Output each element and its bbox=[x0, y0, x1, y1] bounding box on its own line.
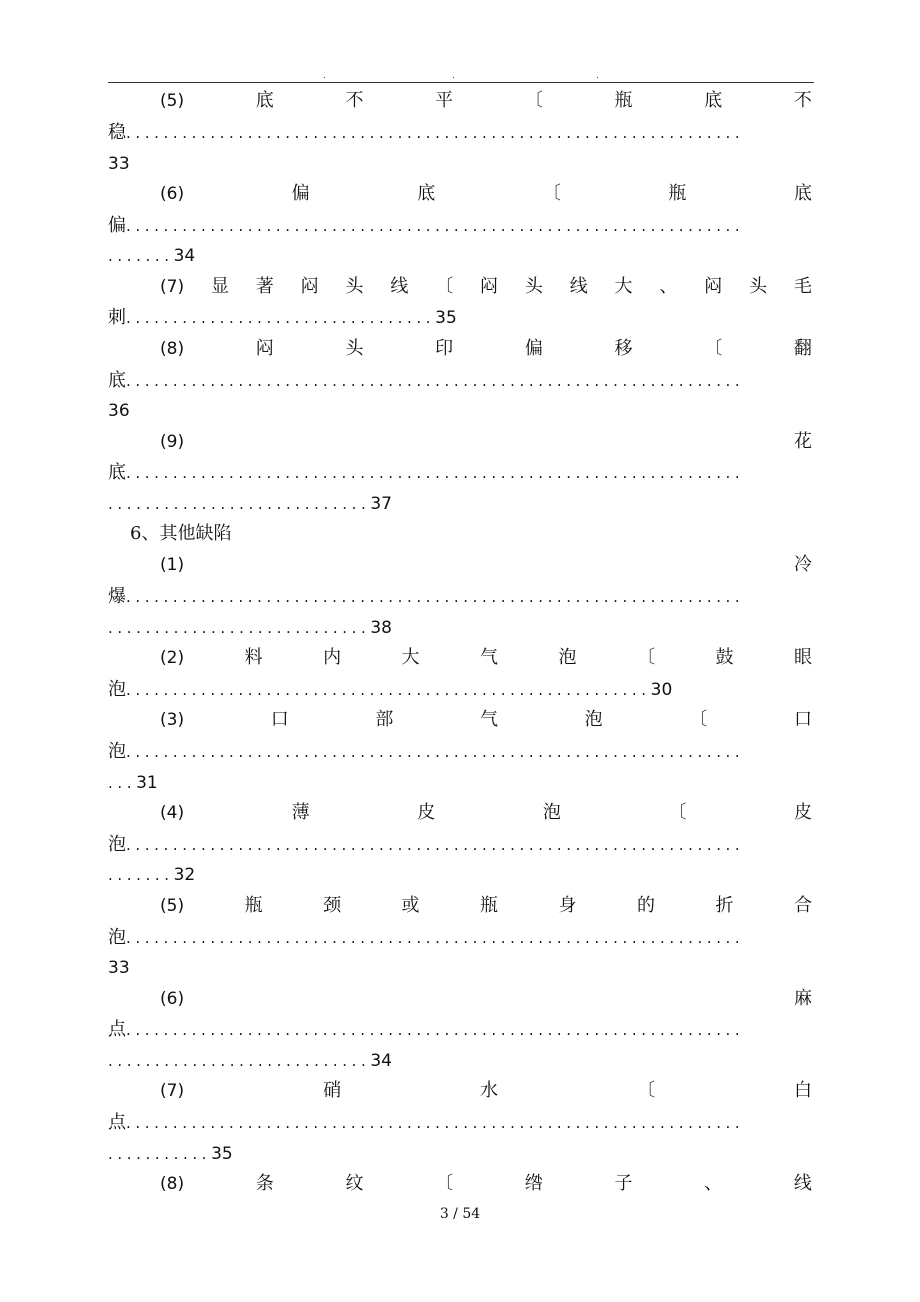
entry-title-char: 著 bbox=[255, 276, 274, 297]
page-ref: 32 bbox=[173, 865, 196, 885]
page-ref: 31 bbox=[136, 773, 158, 793]
toc-leader bbox=[108, 862, 816, 888]
entry-title-char: 条 bbox=[255, 1173, 274, 1194]
toc-leader bbox=[108, 925, 816, 951]
section-heading-6: 6、其他缺陷 bbox=[130, 523, 232, 544]
page-ref: 37 bbox=[370, 494, 392, 514]
entry-title-char: 线 bbox=[569, 276, 588, 297]
entry-title-char: 水 bbox=[480, 1080, 499, 1101]
toc-entry-title[interactable] bbox=[160, 274, 812, 300]
entry-title-char: 显 bbox=[210, 276, 229, 297]
toc-leader bbox=[108, 832, 816, 858]
page-ref: 36 bbox=[108, 401, 130, 421]
entry-title-char: 料 bbox=[244, 647, 263, 668]
entry-title-char: 折 bbox=[715, 895, 734, 916]
entry-title-char: 底 bbox=[255, 90, 274, 111]
toc-entry-title[interactable] bbox=[160, 1171, 812, 1197]
footer-page-number: 3 / 54 bbox=[439, 1206, 481, 1222]
entry-title-char: 冷 bbox=[794, 554, 812, 575]
entry-title-char: 内 bbox=[323, 647, 342, 668]
toc-entry-title[interactable] bbox=[160, 88, 812, 114]
entry-title-char: 瓶 bbox=[668, 183, 687, 204]
header-dot: . bbox=[452, 71, 455, 81]
entry-title-char: 薄 bbox=[291, 802, 310, 823]
entry-title-char: 线 bbox=[390, 276, 409, 297]
entry-title-char: 部 bbox=[375, 709, 394, 730]
entry-title-char: 泡 bbox=[108, 679, 126, 700]
toc-leader bbox=[108, 305, 816, 331]
page-ref: 35 bbox=[435, 308, 457, 328]
toc-leader bbox=[108, 213, 816, 239]
toc-entry-title[interactable] bbox=[160, 800, 812, 826]
entry-title-char: 气 bbox=[480, 647, 499, 668]
entry-title-char: 花 bbox=[794, 431, 812, 452]
entry-number: (1) bbox=[160, 555, 185, 575]
entry-title-char: 线 bbox=[793, 1173, 812, 1194]
header-dot: . bbox=[596, 71, 599, 81]
entry-number: (9) bbox=[160, 432, 185, 452]
leader-dots: .................................................................. bbox=[126, 588, 745, 606]
entry-number: (8) bbox=[160, 1174, 185, 1194]
entry-title-char: 爆 bbox=[108, 586, 126, 607]
entry-title-char: 泡 bbox=[108, 927, 126, 948]
entry-title-char: 印 bbox=[435, 338, 454, 359]
leader-dots: ............................ bbox=[108, 619, 371, 637]
page-ref: 30 bbox=[650, 680, 673, 700]
leader-dots: .................................................................. bbox=[126, 929, 745, 947]
page-ref: 34 bbox=[173, 246, 196, 266]
toc-leader bbox=[108, 584, 816, 610]
toc-leader bbox=[108, 120, 816, 146]
entry-title-char: 〔 bbox=[542, 183, 561, 204]
entry-title-char: 闷 bbox=[480, 276, 498, 297]
entry-title-char: 头 bbox=[345, 338, 364, 359]
leader-dots: ................................. bbox=[126, 309, 436, 327]
leader-dots: ....... bbox=[108, 247, 174, 265]
entry-title-char: 〔 bbox=[637, 1080, 655, 1101]
toc-leader bbox=[108, 460, 816, 486]
toc-leader bbox=[108, 1048, 816, 1074]
toc-entry-title[interactable] bbox=[160, 707, 812, 733]
entry-title-char: 平 bbox=[435, 90, 454, 111]
entry-title-char: 皮 bbox=[793, 802, 812, 823]
entry-title-char: 的 bbox=[637, 895, 655, 916]
entry-title-char: 纹 bbox=[345, 1173, 364, 1194]
entry-title-char: 〔 bbox=[435, 276, 454, 297]
entry-title-char: 点 bbox=[108, 1112, 126, 1133]
entry-title-char: 底 bbox=[417, 183, 436, 204]
entry-title-char: 合 bbox=[793, 895, 812, 916]
entry-title-char: 瓶 bbox=[244, 895, 263, 916]
toc-entry-title[interactable] bbox=[160, 986, 812, 1012]
entry-title-char: 、 bbox=[659, 276, 678, 297]
entry-number: (4) bbox=[160, 803, 185, 823]
toc-entry-title[interactable] bbox=[160, 181, 812, 207]
toc-entry-title[interactable] bbox=[160, 552, 812, 578]
entry-title-char: 刺 bbox=[108, 307, 126, 328]
entry-title-char: 子 bbox=[614, 1173, 633, 1194]
entry-title-char: 颈 bbox=[323, 895, 342, 916]
toc-leader bbox=[108, 739, 816, 765]
entry-title-char: 泡 bbox=[108, 834, 126, 855]
entry-title-char: 泡 bbox=[108, 741, 126, 762]
entry-number: (7) bbox=[160, 277, 185, 297]
entry-title-char: 口 bbox=[270, 709, 289, 730]
entry-title-char: 〔 bbox=[435, 1173, 454, 1194]
toc-leader bbox=[108, 1110, 816, 1136]
entry-title-char: 翻 bbox=[793, 338, 812, 359]
entry-title-char: 头 bbox=[524, 276, 543, 297]
entry-number: (2) bbox=[160, 648, 185, 668]
toc-leader bbox=[108, 491, 816, 517]
entry-title-char: 瓶 bbox=[614, 90, 633, 111]
toc-leader bbox=[108, 243, 816, 269]
leader-dots: .................................................................. bbox=[126, 464, 745, 482]
entry-title-char: 底 bbox=[704, 90, 723, 111]
toc-leader bbox=[108, 1141, 816, 1167]
entry-title-char: 头 bbox=[345, 276, 364, 297]
entry-title-char: 〔 bbox=[637, 647, 655, 668]
entry-title-char: 偏 bbox=[108, 215, 126, 236]
entry-title-char: 眼 bbox=[793, 647, 812, 668]
entry-title-char: 不 bbox=[345, 90, 364, 111]
entry-title-char: 闷 bbox=[255, 338, 274, 359]
toc-leader bbox=[108, 770, 816, 796]
page-ref: 38 bbox=[370, 618, 392, 638]
entry-title-char: 稳 bbox=[108, 122, 126, 143]
toc-entry-title[interactable] bbox=[160, 645, 812, 671]
entry-number: (7) bbox=[160, 1081, 185, 1101]
entry-title-char: 口 bbox=[793, 709, 812, 730]
leader-dots: ........................................................ bbox=[126, 681, 651, 699]
entry-title-char: 〔 bbox=[524, 90, 543, 111]
entry-title-char: 泡 bbox=[558, 647, 577, 668]
entry-title-char: 泡 bbox=[542, 802, 561, 823]
entry-title-char: 底 bbox=[108, 370, 126, 391]
page-ref: 35 bbox=[211, 1144, 233, 1164]
entry-title-char: 偏 bbox=[524, 338, 543, 359]
leader-dots: .................................................................. bbox=[126, 1021, 745, 1039]
entry-number: (6) bbox=[160, 184, 185, 204]
entry-title-char: 闷 bbox=[704, 276, 723, 297]
entry-number: (6) bbox=[160, 989, 185, 1009]
entry-number: (3) bbox=[160, 710, 185, 730]
leader-dots: ... bbox=[108, 774, 137, 792]
leader-dots: .................................................................. bbox=[126, 743, 745, 761]
entry-title-char: 〔 bbox=[704, 338, 723, 359]
entry-title-char: 绺 bbox=[524, 1173, 543, 1194]
entry-title-char: 〔 bbox=[689, 709, 708, 730]
toc-entry-title[interactable] bbox=[160, 1078, 812, 1104]
entry-title-char: 大 bbox=[614, 276, 633, 297]
toc-entry-title[interactable] bbox=[160, 893, 812, 919]
entry-title-char: 点 bbox=[108, 1019, 126, 1040]
entry-title-char: 或 bbox=[401, 895, 420, 916]
header-dot: . bbox=[323, 71, 326, 81]
leader-dots: .................................................................. bbox=[126, 217, 745, 235]
entry-number: (8) bbox=[160, 339, 185, 359]
toc-leader bbox=[108, 677, 816, 703]
leader-dots: .................................................................. bbox=[126, 836, 745, 854]
entry-title-char: 鼓 bbox=[715, 647, 734, 668]
entry-title-char: 白 bbox=[793, 1080, 812, 1101]
entry-title-char: 硝 bbox=[323, 1080, 342, 1101]
entry-number: (5) bbox=[160, 91, 185, 111]
entry-title-char: 瓶 bbox=[480, 895, 499, 916]
toc-leader bbox=[108, 368, 816, 394]
page-ref: 34 bbox=[370, 1051, 392, 1071]
toc-leader bbox=[108, 615, 816, 641]
entry-title-char: 〔 bbox=[668, 802, 687, 823]
entry-title-char: 气 bbox=[480, 709, 499, 730]
entry-title-char: 底 bbox=[108, 462, 126, 483]
page-ref: 33 bbox=[108, 958, 130, 978]
entry-title-char: 身 bbox=[558, 895, 577, 916]
entry-title-char: 底 bbox=[793, 183, 812, 204]
page-ref: 33 bbox=[108, 154, 130, 174]
toc-entry-title[interactable] bbox=[160, 336, 812, 362]
entry-number: (5) bbox=[160, 896, 185, 916]
leader-dots: .................................................................. bbox=[126, 372, 745, 390]
leader-dots: .................................................................. bbox=[126, 1114, 745, 1132]
entry-title-char: 头 bbox=[749, 276, 768, 297]
entry-title-char: 毛 bbox=[793, 276, 812, 297]
entry-title-char: 移 bbox=[614, 338, 633, 359]
entry-title-char: 大 bbox=[401, 647, 420, 668]
entry-title-char: 闷 bbox=[300, 276, 319, 297]
leader-dots: ........... bbox=[108, 1145, 212, 1163]
entry-title-char: 、 bbox=[704, 1173, 723, 1194]
leader-dots: ............................ bbox=[108, 495, 371, 513]
toc-leader bbox=[108, 1017, 816, 1043]
entry-title-char: 偏 bbox=[291, 183, 310, 204]
leader-dots: ....... bbox=[108, 866, 174, 884]
entry-title-char: 不 bbox=[793, 90, 812, 111]
toc-entry-title[interactable] bbox=[160, 429, 812, 455]
entry-title-char: 麻 bbox=[794, 988, 812, 1009]
header-rule bbox=[108, 82, 814, 83]
entry-title-char: 泡 bbox=[584, 709, 603, 730]
entry-title-char: 皮 bbox=[417, 802, 436, 823]
leader-dots: .................................................................. bbox=[126, 124, 745, 142]
leader-dots: ............................ bbox=[108, 1052, 371, 1070]
